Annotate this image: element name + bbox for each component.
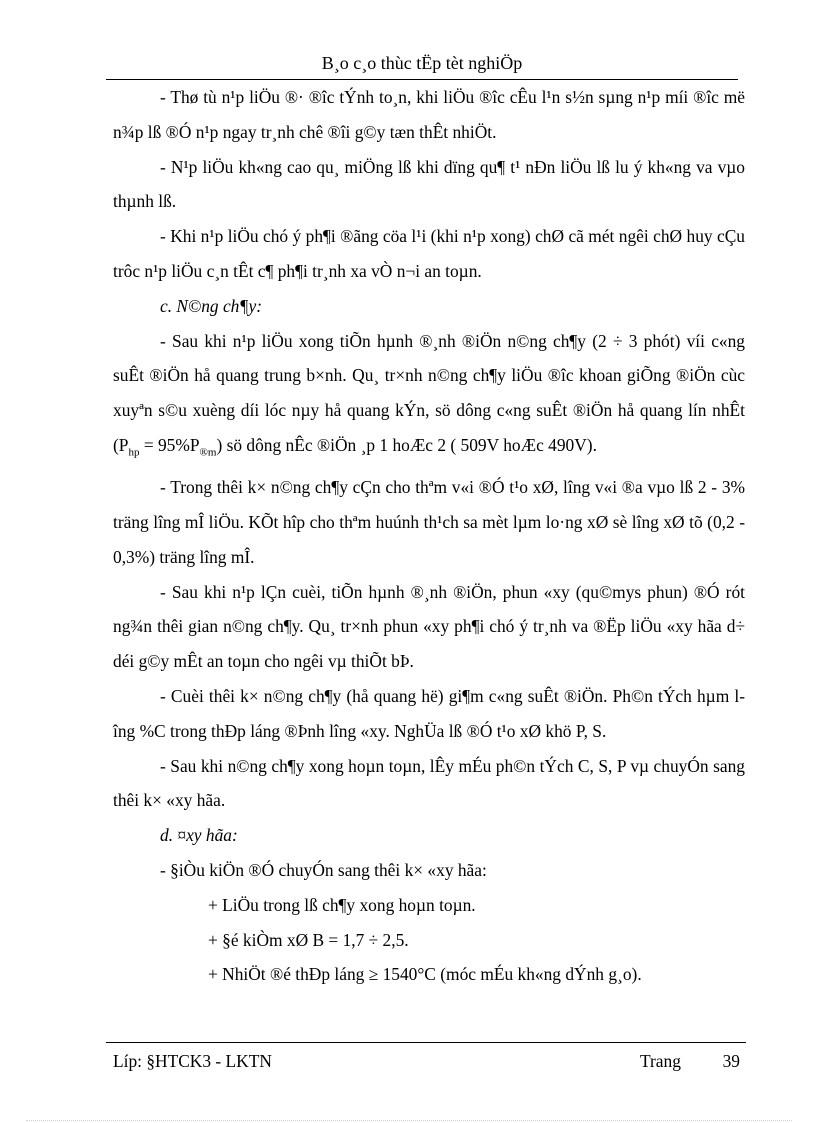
condition-item: + NhiÖt ®é thÐp láng ≥ 1540°C (móc mÉu kh«ng dÝnh g¸o). [208, 964, 642, 985]
page-header: B¸o c¸o thùc tËp tèt nghiÖp [321, 53, 523, 73]
paragraph: - Khi n¹p liÖu chó ý ph¶i ®ãng cöa l¹i (khi n¹p xong) chØ cã mét ngêi chØ huy cÇu trôc n¹p liÖu c¸n tÊt c¶ ph¶i tr¸nh xa vÒ n¬i an toµn. [113, 226, 745, 281]
paragraph: - N¹p liÖu kh«ng cao qu¸ miÖng lß khi dïng qu¶ t¹ nÐn liÖu lß lu ý kh«ng va vµo thµnh lß. [113, 156, 745, 212]
footer-divider [106, 1042, 746, 1043]
paragraph-text: ) sö dông nÊc ®iÖn ¸p 1 hoÆc 2 ( 509V hoÆc 490V). [216, 434, 597, 455]
condition-item: + §é kiÒm xØ B = 1,7 ÷ 2,5. [208, 929, 409, 950]
conditions-lead: - §iÒu kiÖn ®Ó chuyÓn sang thêi k× «xy hãa: [160, 860, 487, 880]
paragraph: - Trong thêi k× n©ng ch¶y cÇn cho thªm v«i ®Ó t¹o xØ, lîng v«i ®a vµo lß 2 - 3% träng lîng mÎ liÖu. KÕt hîp cho thªm huúnh th¹ch sa mèt lµm lo·ng xØ sè lîng xØ tõ (0,2 - 0,3%) träng lîng mÎ. [113, 477, 745, 567]
page-label: Trang [640, 1051, 681, 1071]
section-heading-d: d. ¤xy hãa: [160, 825, 238, 846]
page-edge [26, 1120, 792, 1121]
condition-item: + LiÖu trong lß ch¶y xong hoµn toµn. [208, 894, 476, 915]
paragraph: - Sau khi n©ng ch¶y xong hoµn toµn, lÊy mÉu ph©n tÝch C, S, P vµ chuyÓn sang thêi k× «xy hãa. [113, 755, 745, 811]
footer-class: Líp: §HTCK3 - LKTN [113, 1051, 272, 1071]
paragraph: - Thø tù n¹p liÖu ®· ®îc tÝnh to¸n, khi liÖu ®îc cÊu l¹n s½n sµng n¹p míi ®îc më n¾p lß ®Ó n¹p ngay tr¸nh chê ®îi g©y tæn thÊt nhiÖt. [113, 87, 745, 142]
subscript: hp [128, 446, 140, 459]
paragraph: - Sau khi n¹p lÇn cuèi, tiÕn hµnh ®¸nh ®iÖn, phun «xy (qu©mys phun) ®Ó rót ng¾n thêi gian n©ng ch¶y. Qu¸ tr×nh phun «xy ph¶i chó ý tr¸nh va ®Ëp liÖu «xy hãa d÷ déi g©y mÊt an toµn cho ngêi vµ thiÕt bÞ. [113, 581, 745, 672]
paragraph-text: - Sau khi n¹p liÖu xong tiÕn hµnh ®¸nh ®iÖn n©ng ch¶y (2 ÷ 3 phót) víi c«ng suÊt ®iÖn hå quang trung b×nh. Qu¸ tr×nh n©ng ch¶y liÖu ®îc khoan giÕng ®iÖn cùc xuyªn s©u xuèng díi lóc nµy hå quang kÝn, sö dông c«ng suÊt ®iÖn hå quang lín nhÊt (P [113, 330, 745, 455]
paragraph [113, 324, 745, 471]
document-body [113, 80, 745, 992]
page-number: 39 [722, 1051, 740, 1071]
paragraph-text: = 95%P [139, 434, 200, 455]
footer-page [640, 1050, 740, 1072]
section-heading-c: c. N©ng ch¶y: [160, 295, 262, 316]
paragraph: - Cuèi thêi k× n©ng ch¶y (hå quang hë) gi¶m c«ng suÊt ®iÖn. Ph©n tÝch hµm lîng %C trong thÐp láng ®Þnh lîng «xy. NghÜa lß ®Ó t¹o xØ khö P, S. [113, 686, 745, 741]
subscript: ®m [199, 446, 217, 459]
